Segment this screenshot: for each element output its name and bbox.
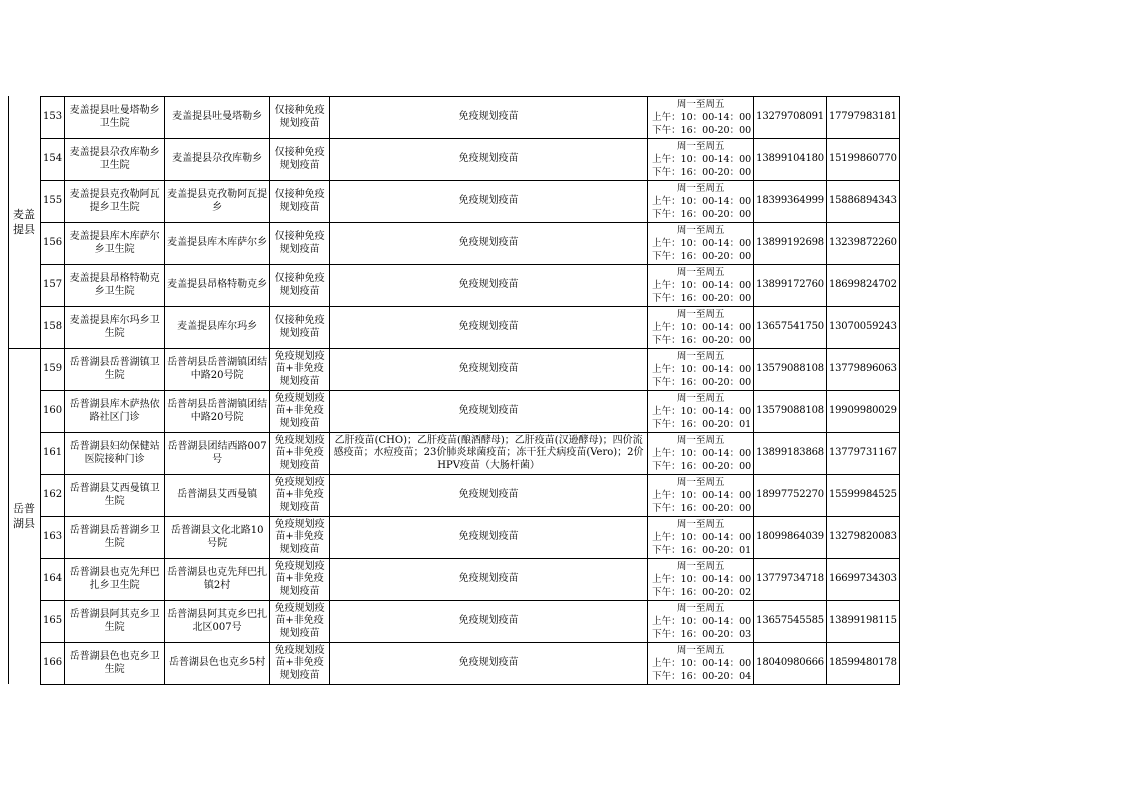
vaccine-list: 免疫规划疫苗 — [330, 139, 648, 181]
clinic-address: 麦盖提县库木库萨尔乡 — [165, 223, 270, 265]
clinic-name: 麦盖提县克孜勒阿瓦提乡卫生院 — [65, 181, 165, 223]
vaccine-list: 免疫规划疫苗 — [330, 601, 648, 643]
clinic-address: 岳普胡县岳普湖镇团结中路20号院 — [165, 349, 270, 391]
vaccine-list: 免疫规划疫苗 — [330, 307, 648, 349]
hours-line: 下午：16：00-20：01 — [652, 545, 752, 556]
clinic-name: 岳普湖县艾西曼镇卫生院 — [65, 475, 165, 517]
hours-line: 上午：10：00-14：00 — [652, 532, 752, 543]
table-row — [41, 265, 900, 307]
hours-line: 下午：16：00-20：00 — [652, 293, 752, 304]
vaccine-list: 免疫规划疫苗 — [330, 643, 648, 685]
phone-secondary: 13779731167 — [826, 433, 899, 475]
phone-secondary: 17797983181 — [826, 97, 899, 139]
table-row — [41, 433, 900, 475]
row-number: 164 — [41, 559, 65, 601]
table-row — [41, 643, 900, 685]
vaccine-list: 免疫规划疫苗 — [330, 559, 648, 601]
county-cell — [8, 96, 40, 348]
hours-line: 下午：16：00-20：03 — [652, 629, 752, 640]
phone-secondary: 13899198115 — [826, 601, 899, 643]
clinic-address: 岳普湖县团结西路007号 — [165, 433, 270, 475]
service-scope: 仅接种免疫规划疫苗 — [270, 97, 330, 139]
service-scope: 免疫规划疫苗+非免疫规划疫苗 — [270, 433, 330, 475]
clinic-name: 岳普湖县岳普湖乡卫生院 — [65, 517, 165, 559]
service-hours — [648, 349, 754, 391]
phone-secondary: 15886894343 — [826, 181, 899, 223]
row-number: 157 — [41, 265, 65, 307]
service-hours — [648, 223, 754, 265]
clinic-name: 岳普湖县色也克乡卫生院 — [65, 643, 165, 685]
clinic-address: 岳普湖县阿其克乡巴扎北区007号 — [165, 601, 270, 643]
vaccine-list: 免疫规划疫苗 — [330, 517, 648, 559]
phone-primary: 18099864039 — [754, 517, 827, 559]
table-row — [41, 559, 900, 601]
hours-line: 下午：16：00-20：00 — [652, 209, 752, 220]
county-name: 麦盖提县 — [13, 208, 35, 236]
clinic-name: 麦盖提县昂格特勒克乡卫生院 — [65, 265, 165, 307]
vaccine-list: 免疫规划疫苗 — [330, 223, 648, 265]
service-hours — [648, 265, 754, 307]
service-hours — [648, 139, 754, 181]
table-row — [41, 139, 900, 181]
service-scope: 仅接种免疫规划疫苗 — [270, 181, 330, 223]
hours-days: 周一至周五 — [676, 393, 725, 404]
county-border — [8, 348, 9, 684]
phone-primary: 13899172760 — [754, 265, 827, 307]
county-border — [8, 96, 9, 348]
phone-primary: 18997752270 — [754, 475, 827, 517]
clinic-name: 岳普湖县也克先拜巴扎乡卫生院 — [65, 559, 165, 601]
clinic-name: 麦盖提县吐曼塔勒乡卫生院 — [65, 97, 165, 139]
table-row — [41, 475, 900, 517]
clinic-address: 岳普湖县色也克乡5村 — [165, 643, 270, 685]
hours-line: 上午：10：00-14：00 — [652, 490, 752, 501]
table-row — [41, 307, 900, 349]
row-number: 163 — [41, 517, 65, 559]
service-scope: 仅接种免疫规划疫苗 — [270, 265, 330, 307]
phone-secondary: 13279820083 — [826, 517, 899, 559]
hours-line: 上午：10：00-14：00 — [652, 154, 752, 165]
service-scope: 免疫规划疫苗+非免疫规划疫苗 — [270, 643, 330, 685]
table-row — [41, 97, 900, 139]
clinic-address: 麦盖提县库尔玛乡 — [165, 307, 270, 349]
phone-primary: 18040980666 — [754, 643, 827, 685]
phone-secondary: 15199860770 — [826, 139, 899, 181]
service-scope: 免疫规划疫苗+非免疫规划疫苗 — [270, 391, 330, 433]
hours-line: 上午：10：00-14：00 — [652, 448, 752, 459]
table-row — [41, 391, 900, 433]
clinic-address: 麦盖提县吐曼塔勒乡 — [165, 97, 270, 139]
hours-line: 上午：10：00-14：00 — [652, 616, 752, 627]
clinic-address: 岳普湖县文化北路10号院 — [165, 517, 270, 559]
hours-days: 周一至周五 — [676, 435, 725, 446]
service-scope: 免疫规划疫苗+非免疫规划疫苗 — [270, 475, 330, 517]
hours-line: 下午：16：00-20：04 — [652, 671, 752, 682]
phone-primary: 13579088108 — [754, 349, 827, 391]
table-row — [41, 601, 900, 643]
hours-days: 周一至周五 — [676, 309, 725, 320]
hours-line: 上午：10：00-14：00 — [652, 658, 752, 669]
hours-line: 上午：10：00-14：00 — [652, 280, 752, 291]
service-hours — [648, 475, 754, 517]
hours-days: 周一至周五 — [676, 477, 725, 488]
service-hours — [648, 559, 754, 601]
clinic-name: 岳普湖县阿其克乡卫生院 — [65, 601, 165, 643]
row-number: 154 — [41, 139, 65, 181]
clinic-name: 麦盖提县库尔玛乡卫生院 — [65, 307, 165, 349]
row-number: 156 — [41, 223, 65, 265]
phone-secondary: 13239872260 — [826, 223, 899, 265]
hours-line: 上午：10：00-14：00 — [652, 322, 752, 333]
hours-line: 上午：10：00-14：00 — [652, 406, 752, 417]
phone-primary: 13899104180 — [754, 139, 827, 181]
hours-days: 周一至周五 — [676, 141, 725, 152]
service-hours — [648, 97, 754, 139]
hours-line: 上午：10：00-14：00 — [652, 364, 752, 375]
vaccine-list: 免疫规划疫苗 — [330, 181, 648, 223]
service-scope: 仅接种免疫规划疫苗 — [270, 139, 330, 181]
vaccine-list: 免疫规划疫苗 — [330, 391, 648, 433]
clinic-name: 麦盖提县尕孜库勒乡卫生院 — [65, 139, 165, 181]
hours-days: 周一至周五 — [676, 603, 725, 614]
clinic-address: 麦盖提县克孜勒阿瓦提乡 — [165, 181, 270, 223]
hours-line: 上午：10：00-14：00 — [652, 574, 752, 585]
service-scope: 仅接种免疫规划疫苗 — [270, 223, 330, 265]
vaccine-list: 免疫规划疫苗 — [330, 265, 648, 307]
hours-line: 下午：16：00-20：00 — [652, 503, 752, 514]
phone-secondary: 13070059243 — [826, 307, 899, 349]
row-number: 160 — [41, 391, 65, 433]
phone-secondary: 18699824702 — [826, 265, 899, 307]
clinic-name: 岳普湖县库木萨热依路社区门诊 — [65, 391, 165, 433]
table-row — [41, 181, 900, 223]
phone-primary: 13657545585 — [754, 601, 827, 643]
vaccine-list: 乙肝疫苗(CHO)；乙肝疫苗(酿酒酵母)；乙肝疫苗(汉逊酵母)；四价流感疫苗；水痘疫苗；23价肺炎球菌疫苗；冻干狂犬病疫苗(Vero)；2价HPV疫苗（大肠杆菌） — [330, 433, 648, 475]
table-row — [41, 349, 900, 391]
row-number: 165 — [41, 601, 65, 643]
row-number: 159 — [41, 349, 65, 391]
service-scope: 免疫规划疫苗+非免疫规划疫苗 — [270, 517, 330, 559]
hours-days: 周一至周五 — [676, 225, 725, 236]
hours-line: 下午：16：00-20：00 — [652, 335, 752, 346]
hours-line: 上午：10：00-14：00 — [652, 196, 752, 207]
clinic-name: 岳普湖县妇幼保健站医院接种门诊 — [65, 433, 165, 475]
service-hours — [648, 391, 754, 433]
county-name: 岳普湖县 — [13, 502, 35, 530]
phone-secondary: 16699734303 — [826, 559, 899, 601]
service-scope: 免疫规划疫苗+非免疫规划疫苗 — [270, 349, 330, 391]
hours-line: 下午：16：00-20：00 — [652, 461, 752, 472]
service-scope: 仅接种免疫规划疫苗 — [270, 307, 330, 349]
service-hours — [648, 307, 754, 349]
vaccine-list: 免疫规划疫苗 — [330, 349, 648, 391]
phone-primary: 13279708091 — [754, 97, 827, 139]
phone-primary: 13899183868 — [754, 433, 827, 475]
hours-days: 周一至周五 — [676, 561, 725, 572]
service-scope: 免疫规划疫苗+非免疫规划疫苗 — [270, 601, 330, 643]
row-number: 153 — [41, 97, 65, 139]
phone-secondary: 13779896063 — [826, 349, 899, 391]
county-cell — [8, 348, 40, 684]
hours-line: 下午：16：00-20：00 — [652, 251, 752, 262]
clinic-address: 麦盖提县尕孜库勒乡 — [165, 139, 270, 181]
vaccine-list: 免疫规划疫苗 — [330, 97, 648, 139]
hours-line: 下午：16：00-20：00 — [652, 167, 752, 178]
clinic-table — [40, 96, 900, 685]
hours-days: 周一至周五 — [676, 519, 725, 530]
clinic-address: 岳普胡县岳普湖镇团结中路20号院 — [165, 391, 270, 433]
phone-primary: 18399364999 — [754, 181, 827, 223]
phone-secondary: 15599984525 — [826, 475, 899, 517]
hours-line: 下午：16：00-20：01 — [652, 419, 752, 430]
hours-days: 周一至周五 — [676, 267, 725, 278]
service-scope: 免疫规划疫苗+非免疫规划疫苗 — [270, 559, 330, 601]
hours-days: 周一至周五 — [676, 99, 725, 110]
phone-secondary: 19909980029 — [826, 391, 899, 433]
clinic-name: 麦盖提县库木库萨尔乡卫生院 — [65, 223, 165, 265]
row-number: 162 — [41, 475, 65, 517]
phone-primary: 13579088108 — [754, 391, 827, 433]
service-hours — [648, 601, 754, 643]
row-number: 161 — [41, 433, 65, 475]
hours-line: 上午：10：00-14：00 — [652, 112, 752, 123]
hours-line: 下午：16：00-20：02 — [652, 587, 752, 598]
row-number: 158 — [41, 307, 65, 349]
service-hours — [648, 181, 754, 223]
clinic-name: 岳普湖县岳普湖镇卫生院 — [65, 349, 165, 391]
hours-line: 下午：16：00-20：00 — [652, 125, 752, 136]
hours-days: 周一至周五 — [676, 183, 725, 194]
clinic-address: 岳普湖县艾西曼镇 — [165, 475, 270, 517]
table-row — [41, 223, 900, 265]
service-hours — [648, 433, 754, 475]
row-number: 155 — [41, 181, 65, 223]
phone-secondary: 18599480178 — [826, 643, 899, 685]
phone-primary: 13779734718 — [754, 559, 827, 601]
service-hours — [648, 643, 754, 685]
phone-primary: 13657541750 — [754, 307, 827, 349]
clinic-address: 岳普湖县也克先拜巴扎镇2村 — [165, 559, 270, 601]
row-number: 166 — [41, 643, 65, 685]
vaccine-list: 免疫规划疫苗 — [330, 475, 648, 517]
hours-days: 周一至周五 — [676, 645, 725, 656]
phone-primary: 13899192698 — [754, 223, 827, 265]
hours-days: 周一至周五 — [676, 351, 725, 362]
hours-line: 下午：16：00-20：00 — [652, 377, 752, 388]
service-hours — [648, 517, 754, 559]
table-row — [41, 517, 900, 559]
clinic-address: 麦盖提县昂格特勒克乡 — [165, 265, 270, 307]
hours-line: 上午：10：00-14：00 — [652, 238, 752, 249]
